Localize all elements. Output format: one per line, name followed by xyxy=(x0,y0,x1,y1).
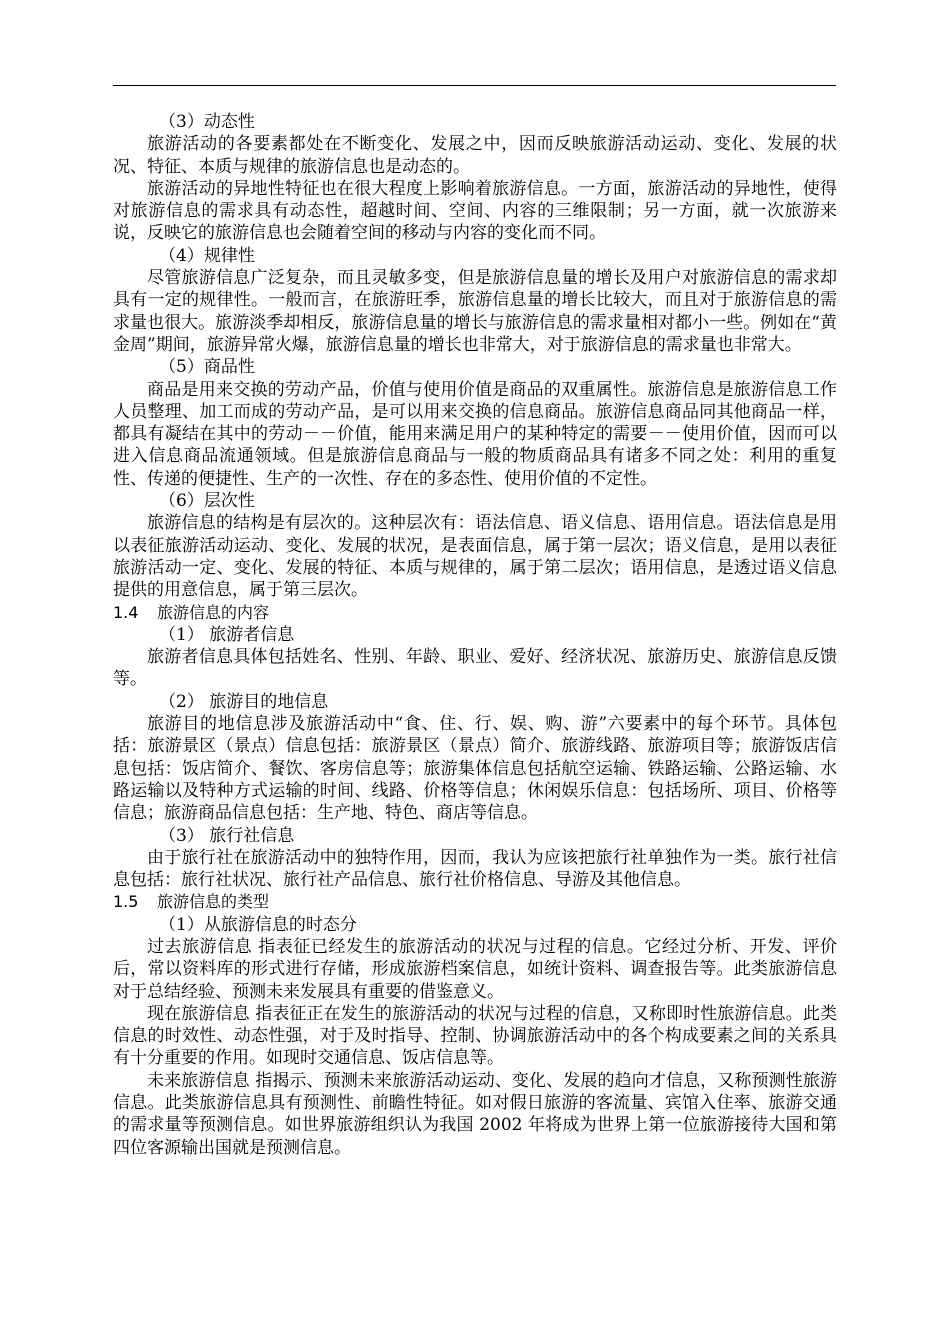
subsection-title: （5）商品性 xyxy=(159,357,255,378)
paragraph: 旅游信息的结构是有层次的。这种层次有：语法信息、语义信息、语用信息。语法信息是用以表征旅游活动运动、变化、发展的状况，是表面信息，属于第一层次；语义信息，是用以表征旅游活动一定、变化、发展的特征、本质与规律的，属于第二层次；语用信息，是透过语义信息提供的用意信息，属于第三层次。 xyxy=(113,513,837,601)
section-number: 1.5 xyxy=(113,892,139,912)
subsection-title: （3） 旅行社信息 xyxy=(159,825,295,846)
paragraph: 旅游活动的各要素都处在不断变化、发展之中，因而反映旅游活动运动、变化、发展的状况、特征、本质与规律的旅游信息也是动态的。 xyxy=(113,134,837,177)
paragraph: 旅游目的地信息涉及旅游活动中“食、住、行、娱、购、游”六要素中的每个环节。具体包括：旅游景区（景点）信息包括：旅游景区（景点）简介、旅游线路、旅游项目等；旅游饭店信息包括：饭店简介、餐饮、客房信息等；旅游集体信息包括航空运输、铁路运输、公路运输、水路运输以及特种方式运输的时间、线路、价格等信息；休闲娱乐信息：包括场所、项目、价格等信息；旅游商品信息包括：生产地、特色、商店等信息。 xyxy=(113,714,837,824)
paragraph: 旅游者信息具体包括姓名、性别、年龄、职业、爱好、经济状况、旅游历史、旅游信息反馈等。 xyxy=(113,647,837,690)
paragraph: 未来旅游信息 指揭示、预测未来旅游活动运动、变化、发展的趋向才信息，又称预测性旅游信息。此类旅游信息具有预测性、前瞻性特征。如对假日旅游的客流量、宾馆入住率、旅游交通的需求量等预测信息。如世界旅游组织认为我国 2002 年将成为世界上第一位旅游接待大国和第四位客源输出国就是预测信息。 xyxy=(113,1070,837,1158)
paragraph: 现在旅游信息 指表征正在发生的旅游活动的状况与过程的信息，又称即时性旅游信息。此类信息的时效性、动态性强，对于及时指导、控制、协调旅游活动中的各个构成要素之间的关系具有十分重要的作用。如现时交通信息、饭店信息等。 xyxy=(113,1003,837,1069)
paragraph: 尽管旅游信息广泛复杂，而且灵敏多变，但是旅游信息量的增长及用户对旅游信息的需求却具有一定的规律性。一般而言，在旅游旺季，旅游信息量的增长比较大，而且对于旅游信息的需求量也很大。旅游淡季却相反，旅游信息量的增长与旅游信息的需求量相对都小一些。例如在“黄金周”期间，旅游异常火爆，旅游信息量的增长也非常大，对于旅游信息的需求量也非常大。 xyxy=(113,268,837,355)
paragraph: 旅游活动的异地性特征也在很大程度上影响着旅游信息。一方面，旅游活动的异地性，使得对旅游信息的需求具有动态性，超越时间、空间、内容的三维限制；另一方面，就一次旅游来说，反映它的旅游信息也会随着空间的移动与内容的变化而不同。 xyxy=(113,178,837,244)
paragraph: 由于旅行社在旅游活动中的独特作用，因而，我认为应该把旅行社单独作为一类。旅行社信息包括：旅行社状况、旅行社产品信息、旅行社价格信息、导游及其他信息。 xyxy=(113,847,837,891)
subsection-title: （6）层次性 xyxy=(159,491,255,512)
section-number: 1.4 xyxy=(113,602,139,622)
subsection-title: （4）规律性 xyxy=(159,245,255,266)
header-rule xyxy=(113,85,836,86)
subsection-title: （3）动态性 xyxy=(159,112,255,132)
paragraph: 商品是用来交换的劳动产品，价值与使用价值是商品的双重属性。旅游信息是旅游信息工作人员整理、加工而成的劳动产品，是可以用来交换的信息商品。旅游信息商品同其他商品一样，都具有凝结在其中的劳动－－价值，能用来满足用户的某种特定的需要－－使用价值，因而可以进入信息商品流通领域。但是旅游信息商品与一般的物质商品具有诸多不同之处：利用的重复性、传递的便捷性、生产的一次性、存在的多态性、使用价值的不定性。 xyxy=(113,379,837,489)
section-heading xyxy=(113,891,837,913)
section-heading xyxy=(113,602,837,624)
section-title: 旅游信息的内容 xyxy=(157,602,270,622)
subsection-title: （2） 旅游目的地信息 xyxy=(159,691,329,712)
section-title: 旅游信息的类型 xyxy=(157,892,270,912)
subsection-title: （1）从旅游信息的时态分 xyxy=(159,914,357,935)
paragraph: 过去旅游信息 指表征已经发生的旅游活动的状况与过程的信息。它经过分析、开发、评价后，常以资料库的形式进行存储，形成旅游档案信息，如统计资料、调查报告等。此类旅游信息对于总结经验、预测未来发展具有重要的借鉴意义。 xyxy=(113,936,837,1002)
document-body xyxy=(113,111,837,1159)
subsection-title: （1） 旅游者信息 xyxy=(159,624,295,645)
